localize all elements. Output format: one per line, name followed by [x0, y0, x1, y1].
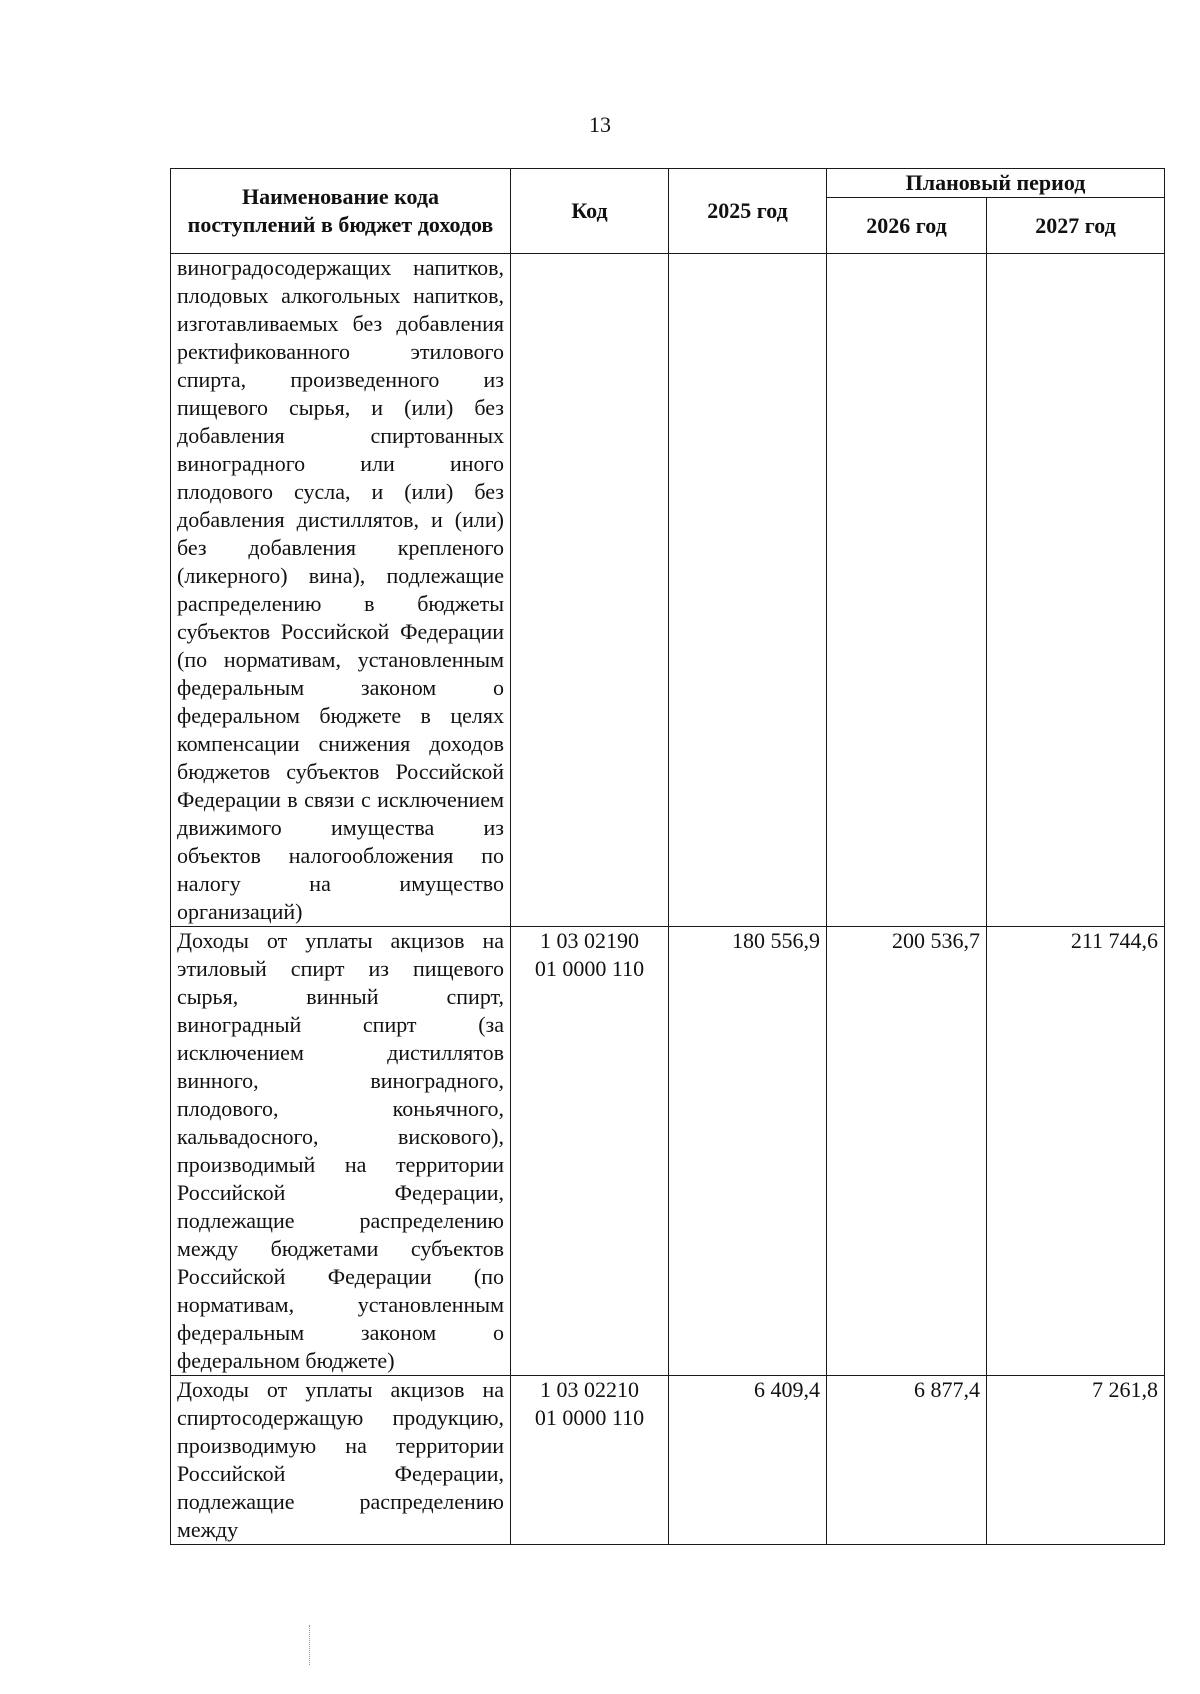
- row-value-2027: 7 261,8: [987, 1376, 1165, 1545]
- row-value-2027: [987, 254, 1165, 927]
- header-name: Наименование кода поступлений в бюджет доходов: [171, 169, 511, 254]
- header-year-2027: 2027 год: [987, 198, 1165, 254]
- header-year-2026: 2026 год: [827, 198, 987, 254]
- page-number: 13: [589, 112, 611, 137]
- header-year-2025: 2025 год: [669, 169, 827, 254]
- row-name: Доходы от уплаты акцизов на спиртосодержащую продукцию, производимую на территории Российской Федерации, подлежащие распределению между: [171, 1376, 511, 1545]
- revenue-table: [170, 168, 1165, 1545]
- row-code: [511, 254, 669, 927]
- table-row: [171, 254, 1165, 927]
- scan-artifact: [309, 1625, 312, 1665]
- row-value-2026: 6 877,4: [827, 1376, 987, 1545]
- table-row: [171, 927, 1165, 1376]
- row-code-line2: 01 0000 110: [534, 956, 645, 981]
- header-planned-period: Плановый период: [827, 169, 1165, 198]
- row-code-line1: 1 03 02190: [540, 928, 639, 953]
- row-value-2027: 211 744,6: [987, 927, 1165, 1376]
- row-code: [511, 927, 669, 1376]
- row-code-line1: 1 03 02210: [540, 1377, 639, 1402]
- row-name: виноградосодержащих напитков, плодовых алкогольных напитков, изготавливаемых без добавления ректификованного этилового спирта, произведенного из пищевого сырья, и (или) без добавления спиртованных виноградного или иного плодового сусла, и (или) без добавления дистиллятов, и (или) без добавления крепленого (ликерного) вина), подлежащие распределению в бюджеты субъектов Российской Федерации (по нормативам, установленным федеральным законом о федеральном бюджете в целях компенсации снижения доходов бюджетов субъектов Российской Федерации в связи с исключением движимого имущества из объектов налогообложения по налогу на имущество организаций): [171, 254, 511, 927]
- row-value-2025: 6 409,4: [669, 1376, 827, 1545]
- row-value-2026: [827, 254, 987, 927]
- row-code-line2: 01 0000 110: [534, 1405, 645, 1430]
- row-value-2025: 180 556,9: [669, 927, 827, 1376]
- table-row: [171, 1376, 1165, 1545]
- row-code: [511, 1376, 669, 1545]
- row-value-2025: [669, 254, 827, 927]
- row-value-2026: 200 536,7: [827, 927, 987, 1376]
- row-name: Доходы от уплаты акцизов на этиловый спирт из пищевого сырья, винный спирт, виноградный спирт (за исключением дистиллятов винного, виноградного, плодового, коньячного, кальвадосного, вискового), производимый на территории Российской Федерации, подлежащие распределению между бюджетами субъектов Российской Федерации (по нормативам, установленным федеральным законом о федеральном бюджете): [171, 927, 511, 1376]
- header-code: Код: [511, 169, 669, 254]
